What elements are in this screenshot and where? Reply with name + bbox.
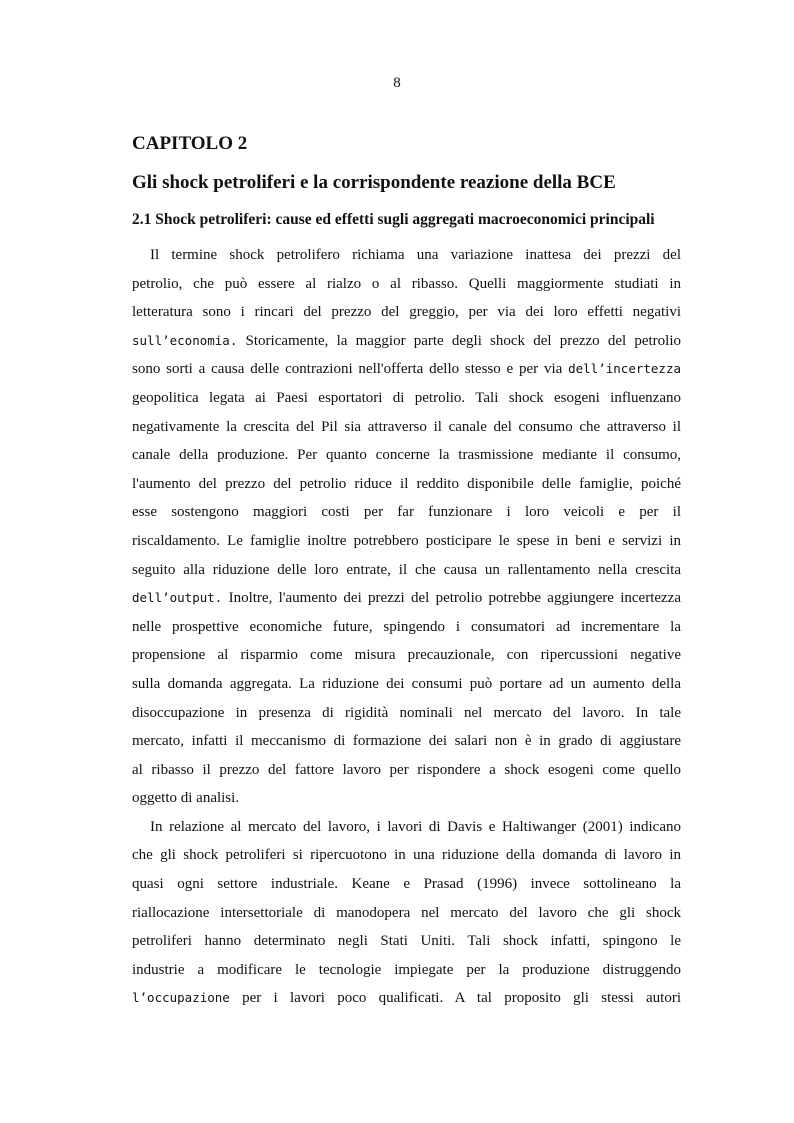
- page-number: 8: [393, 75, 401, 91]
- chapter-label: CAPITOLO 2: [132, 133, 248, 154]
- text-line: negativamente la crescita del Pil sia attraverso il canale del consumo che attraverso il: [132, 418, 681, 435]
- text-line: propensione al risparmio come misura precauzionale, con ripercussioni negative: [132, 647, 681, 664]
- mono-fragment: dell’output.: [132, 590, 223, 606]
- paragraph-1: [132, 241, 681, 813]
- text-line: riscaldamento. Le famiglie inoltre potrebbero posticipare le spese in beni e servizi in: [132, 532, 681, 549]
- text-line: esse sostengono maggiori costi per far funzionare i loro veicoli e per il: [132, 504, 681, 521]
- text-line: dell’output. Inoltre, l'aumento dei prezzi del petrolio potrebbe aggiungere incertezza: [132, 590, 681, 607]
- section-title: 2.1 Shock petroliferi: cause ed effetti sugli aggregati macroeconomici principali: [132, 211, 655, 228]
- paragraph-2: [132, 813, 681, 1013]
- mono-fragment: l’occupazione: [132, 990, 230, 1006]
- text-line: industrie a modificare le tecnologie impiegate per la produzione distruggendo: [132, 961, 681, 978]
- mono-fragment: sull’economia.: [132, 332, 238, 348]
- text-line: disoccupazione in presenza di rigidità nominali nel mercato del lavoro. In tale: [132, 704, 681, 721]
- text-line: sono sorti a causa delle contrazioni nell'offerta dello stesso e per via dell’incertezza: [132, 361, 681, 378]
- text-line: nelle prospettive economiche future, spingendo i consumatori ad incrementare la: [132, 618, 681, 635]
- mono-fragment: dell’incertezza: [568, 361, 681, 377]
- text-line: canale della produzione. Per quanto concerne la trasmissione mediante il consumo,: [132, 447, 681, 464]
- text-line: riallocazione intersettoriale di manodopera nel mercato del lavoro che gli shock: [132, 904, 681, 921]
- text-line: al ribasso il prezzo del fattore lavoro per rispondere a shock esogeni come quello: [132, 761, 681, 778]
- text-line: quasi ogni settore industriale. Keane e Prasad (1996) invece sottolineano la: [132, 876, 681, 893]
- chapter-title: Gli shock petroliferi e la corrispondente reazione della BCE: [132, 172, 616, 193]
- text-line: oggetto di analisi.: [132, 790, 240, 807]
- text-line: petroliferi hanno determinato negli Stati Uniti. Tali shock infatti, spingono le: [132, 933, 681, 950]
- text-line: geopolitica legata ai Paesi esportatori di petrolio. Tali shock esogeni influenzano: [132, 389, 681, 406]
- text-line: l'aumento del prezzo del petrolio riduce il reddito disponibile delle famiglie, poiché: [132, 475, 681, 492]
- text-line: seguito alla riduzione delle loro entrate, il che causa un rallentamento nella crescita: [132, 561, 681, 578]
- text-line: letteratura sono i rincari del prezzo del greggio, per via dei loro effetti negativi: [132, 304, 681, 321]
- text-line: mercato, infatti il meccanismo di formazione dei salari non è in grado di aggiustare: [132, 733, 681, 750]
- body-text: [132, 241, 681, 1013]
- text-line: l’occupazione per i lavori poco qualificati. A tal proposito gli stessi autori: [132, 990, 681, 1007]
- text-line: che gli shock petroliferi si ripercuotono in una riduzione della domanda di lavoro in: [132, 847, 681, 864]
- text-line: petrolio, che può essere al rialzo o al ribasso. Quelli maggiormente studiati in: [132, 275, 681, 292]
- text-line: sull’economia. Storicamente, la maggior parte degli shock del prezzo del petrolio: [132, 332, 681, 349]
- text-line: Il termine shock petrolifero richiama una variazione inattesa dei prezzi del: [150, 247, 681, 263]
- text-line: sulla domanda aggregata. La riduzione dei consumi può portare ad un aumento della: [132, 675, 681, 692]
- text-line: In relazione al mercato del lavoro, i lavori di Davis e Haltiwanger (2001) indicano: [150, 818, 681, 835]
